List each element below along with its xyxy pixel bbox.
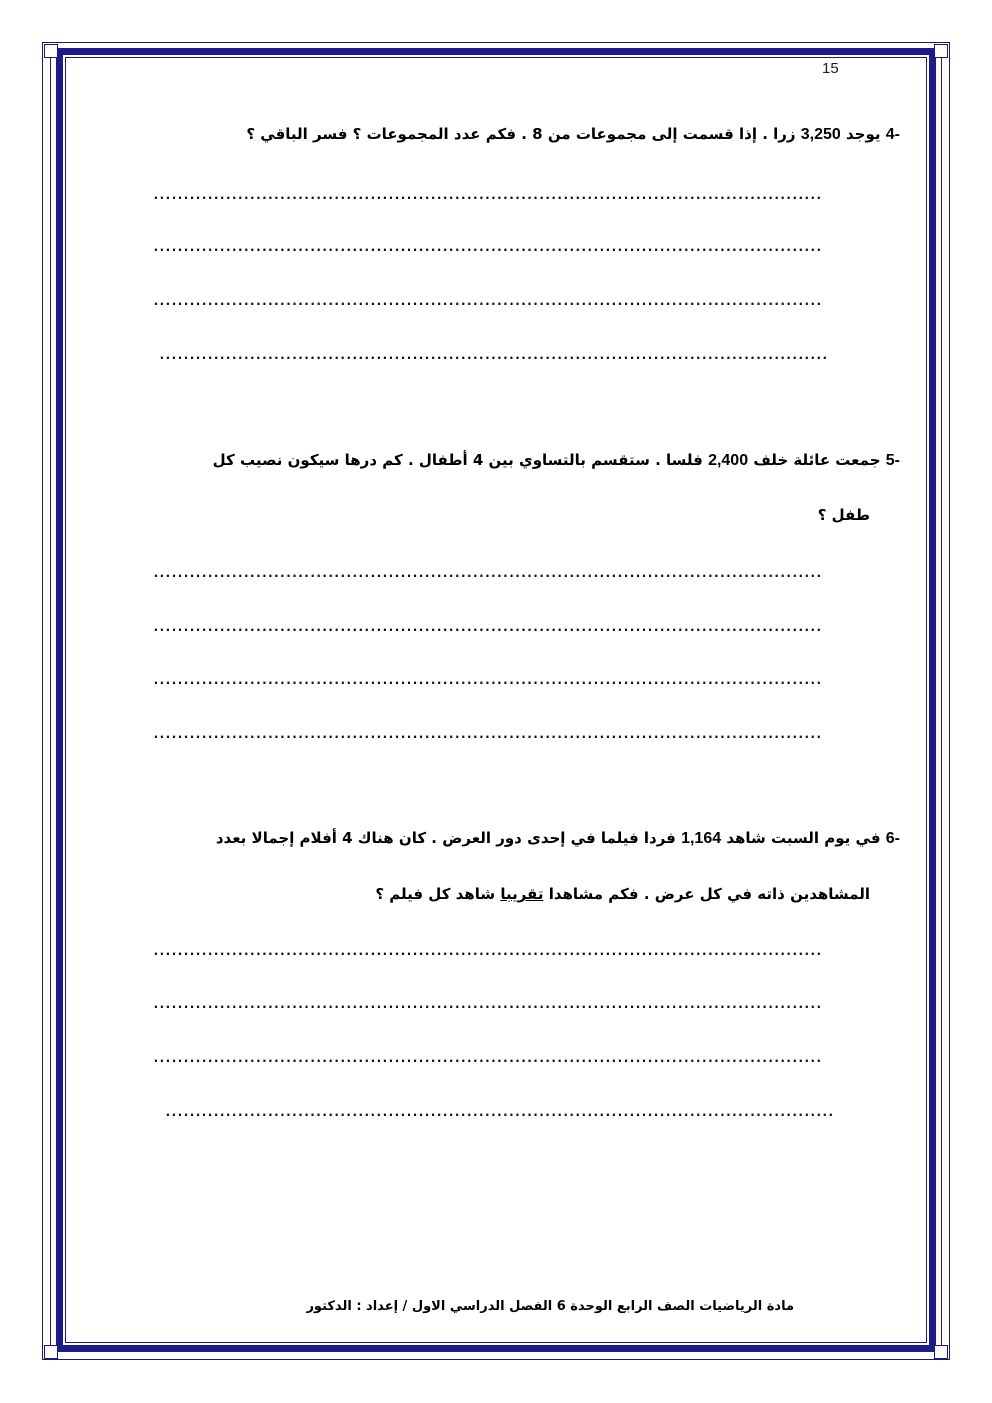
corner-ornament xyxy=(44,1345,58,1359)
answer-line[interactable]: ............................................................................................................... xyxy=(152,624,821,632)
question-5 xyxy=(213,450,900,471)
question-text: المشاهدين ذاته في كل عرض . فكم مشاهدا xyxy=(543,885,870,903)
answer-line[interactable]: ............................................................................................................... xyxy=(152,570,821,578)
question-text: يوجد xyxy=(840,125,881,143)
question-text: في يوم السبت شاهد xyxy=(721,829,881,847)
question-6-line-2 xyxy=(375,884,870,904)
question-text: فردا فيلما في إحدى دور العرض . كان هناك 4 أفلام إجمالا بعدد xyxy=(215,829,682,847)
corner-ornament xyxy=(44,44,58,58)
answer-line[interactable]: ............................................................................................................... xyxy=(158,352,827,360)
answer-line[interactable]: ............................................................................................................... xyxy=(152,677,821,685)
question-text: فلسا . ستقسم بالتساوي بين 4 أطفال . كم درها سيكون نصيب كل xyxy=(212,451,709,469)
question-value: 1,164 xyxy=(681,830,722,847)
underlined-word: تقريبا xyxy=(500,885,544,903)
question-value: 3,250 xyxy=(800,126,841,143)
question-number: -5 xyxy=(885,452,900,469)
corner-ornament xyxy=(934,44,948,58)
question-number: -4 xyxy=(885,126,900,143)
question-text: شاهد كل فيلم ؟ xyxy=(375,885,501,903)
question-6 xyxy=(216,828,900,849)
question-text: زرا . إذا قسمت إلى مجموعات من 8 . فكم عدد المجموعات ؟ فسر الباقي ؟ xyxy=(246,125,801,143)
answer-line[interactable]: ............................................................................................................... xyxy=(152,192,821,200)
question-text: جمعت عائلة خلف xyxy=(748,451,881,469)
question-4 xyxy=(246,124,900,145)
question-value: 2,400 xyxy=(708,452,749,469)
answer-line[interactable]: ............................................................................................................... xyxy=(152,731,821,739)
footer-text: مادة الرياضيات الصف الرابع الوحدة 6 الفصل الدراسي الاول / إعداد : الدكتور xyxy=(306,1299,794,1314)
answer-line[interactable]: ............................................................................................................... xyxy=(164,1109,833,1117)
answer-line[interactable]: ............................................................................................................... xyxy=(152,244,821,252)
answer-line[interactable]: ............................................................................................................... xyxy=(152,1055,821,1063)
answer-line[interactable]: ............................................................................................................... xyxy=(152,1001,821,1009)
question-number: -6 xyxy=(885,830,900,847)
answer-line[interactable]: ............................................................................................................... xyxy=(152,298,821,306)
answer-line[interactable]: ............................................................................................................... xyxy=(152,948,821,956)
page-number: 15 xyxy=(822,60,839,77)
question-5-line-2: طفل ؟ xyxy=(817,506,870,524)
corner-ornament xyxy=(934,1345,948,1359)
